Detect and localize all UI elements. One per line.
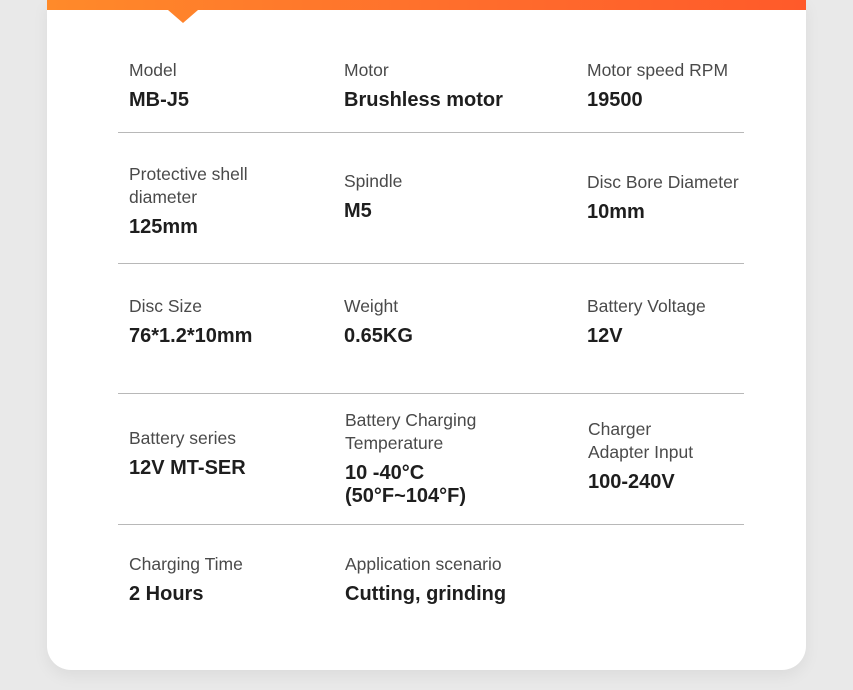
spec-value: 19500 xyxy=(587,89,643,111)
spec-label: Motor speed RPM xyxy=(587,60,729,80)
spec-label: Application scenario xyxy=(345,554,502,574)
spec-value: MB-J5 xyxy=(129,89,190,111)
spec-model xyxy=(129,59,329,112)
spec-value: 2 Hours xyxy=(129,583,204,605)
spec-label: Charging Time xyxy=(129,554,243,574)
spec-label: Weight xyxy=(344,296,399,316)
spec-battery-voltage xyxy=(587,295,797,348)
spec-shell-diameter xyxy=(129,163,329,239)
spec-value: 0.65KG xyxy=(344,325,413,347)
spec-spindle xyxy=(344,170,544,223)
spec-label: Model xyxy=(129,60,177,80)
spec-value: 76*1.2*10mm xyxy=(129,325,253,347)
spec-disc-size xyxy=(129,295,329,348)
spec-label: Battery Voltage xyxy=(587,296,706,316)
spec-value: Cutting, grinding xyxy=(345,583,507,605)
spec-charging-temperature xyxy=(345,409,565,508)
spec-value: 125mm xyxy=(129,216,198,238)
spec-value: Brushless motor xyxy=(344,89,503,111)
spec-value: 100-240V xyxy=(588,471,675,493)
spec-motor-speed xyxy=(587,59,797,112)
spec-motor xyxy=(344,59,574,112)
spec-value: 12V xyxy=(587,325,623,347)
spec-value: 12V MT-SER xyxy=(129,457,246,479)
row-divider xyxy=(118,393,744,394)
spec-value: 10 -40°C (50°F~104°F) xyxy=(345,462,467,507)
spec-label: Motor xyxy=(344,60,389,80)
spec-application xyxy=(345,553,585,606)
spec-disc-bore xyxy=(587,171,797,224)
spec-label: Battery Charging Temperature xyxy=(345,410,477,453)
accent-pointer-triangle xyxy=(168,10,198,23)
row-divider xyxy=(118,132,744,133)
spec-label: Charger Adapter Input xyxy=(588,419,694,462)
accent-bar xyxy=(47,0,806,10)
spec-battery-series xyxy=(129,427,329,480)
spec-weight xyxy=(344,295,544,348)
spec-charging-time xyxy=(129,553,329,606)
row-divider xyxy=(118,524,744,525)
spec-label: Disc Size xyxy=(129,296,202,316)
spec-value: M5 xyxy=(344,200,372,222)
spec-label: Disc Bore Diameter xyxy=(587,172,739,192)
spec-label: Battery series xyxy=(129,428,236,448)
spec-value: 10mm xyxy=(587,201,645,223)
spec-label: Protective shell diameter xyxy=(129,164,248,207)
spec-charger-input xyxy=(588,418,798,494)
spec-label: Spindle xyxy=(344,171,403,191)
spec-card xyxy=(47,0,806,670)
row-divider xyxy=(118,263,744,264)
